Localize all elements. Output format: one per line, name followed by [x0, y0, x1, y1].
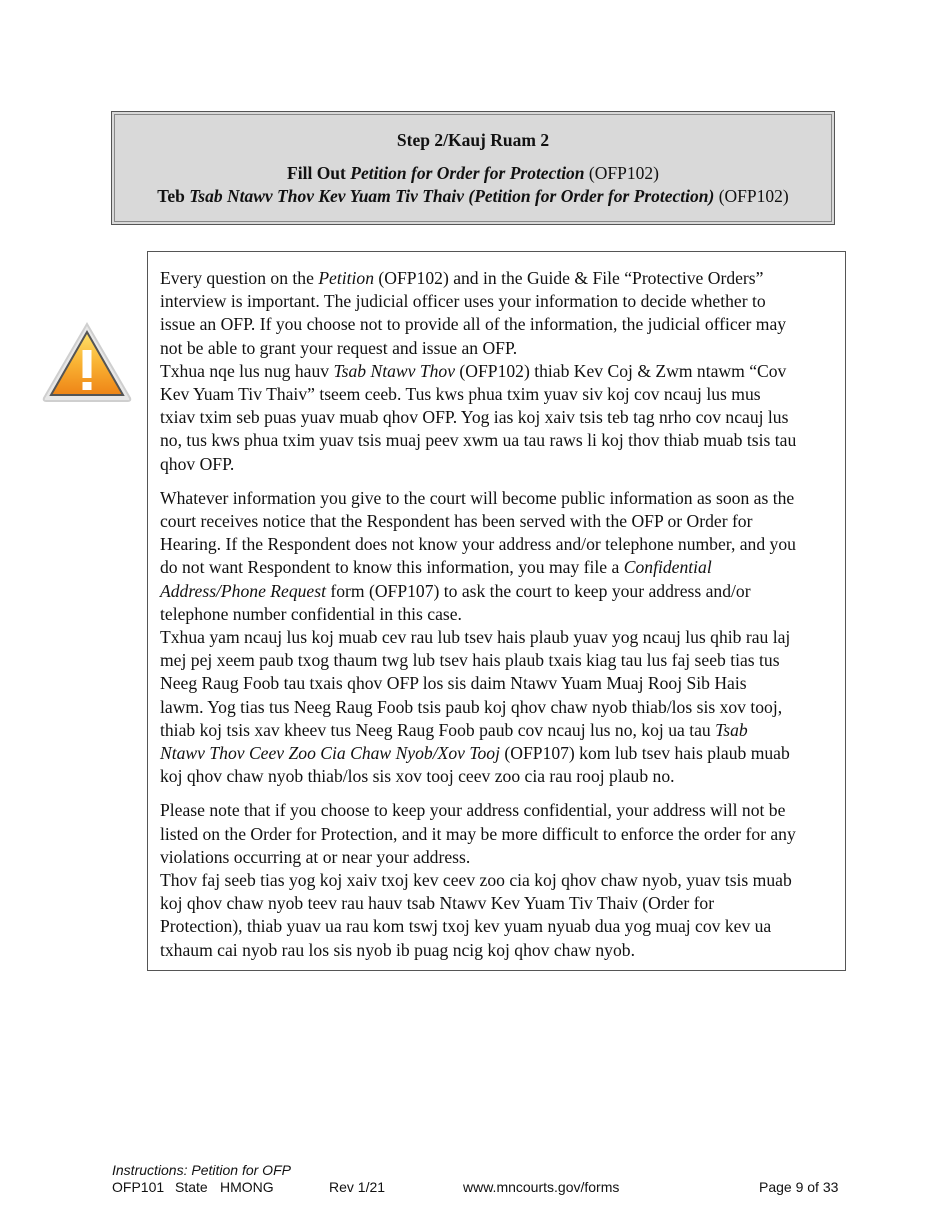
text-line: issue an OFP. If you choose not to provide all of the information, the judicial officer may — [160, 314, 787, 335]
text: Txhua nqe lus nug hauv — [160, 360, 334, 381]
text-line: koj qhov chaw nyob thiab/los sis xov tooj ceev zoo cia rau rooj plaub no. — [160, 766, 675, 787]
hmong-form-name-cont: Ntawv Thov Ceev Zoo Cia Chaw Nyob/Xov Tooj — [160, 743, 500, 764]
text-line: Kev Yuam Tiv Thaiv” tseem ceeb. Tus kws phua txim yuav siv koj cov ncauj lus mus — [160, 384, 761, 405]
text-line: telephone number confidential in this case. — [160, 603, 462, 624]
footer-revision: Rev 1/21 — [329, 1179, 386, 1195]
step-title: Step 2/Kauj Ruam 2 — [396, 130, 550, 150]
text-line: not be able to grant your request and issue an OFP. — [160, 337, 518, 358]
section-public-information — [160, 487, 834, 789]
footer-state: State — [175, 1179, 208, 1195]
instructions-content-box — [147, 251, 846, 971]
text-line: listed on the Order for Protection, and it may be more difficult to enforce the order for any — [160, 823, 796, 844]
fill-out-form-name: Petition for Order for Protection — [350, 163, 585, 183]
teb-prefix: Teb — [157, 186, 190, 206]
text-line: Protection), thiab yuav ua rau kom tswj txoj kev yuam nyuab dua yog muaj cov kev ua — [160, 916, 772, 937]
footer-title: Instructions: Petition for OFP — [112, 1162, 291, 1178]
text-line: interview is important. The judicial officer uses your information to decide whether to — [160, 291, 766, 312]
text: form (OFP107) to ask the court to keep your address and/or — [325, 580, 751, 601]
text-line: qhov OFP. — [160, 453, 235, 474]
text-line: no, tus kws phua txim yuav tsis muaj peev xwm ua tau raws li koj thov thiab muab tsis tau — [160, 430, 797, 451]
text-line: txiav txim seb puas yuav muab qhov OFP. Yog ias koj xaiv tsis teb tag nrho cov ncauj lus — [160, 407, 789, 428]
footer-form-code: OFP101 — [112, 1179, 165, 1195]
text-line: Neeg Raug Foob tau txais qhov OFP los sis daim Ntawv Yuam Muaj Rooj Sib Hais — [160, 673, 747, 694]
paragraph-hmong — [160, 626, 834, 788]
text: (OFP102) thiab Kev Coj & Zwm ntawm “Cov — [455, 360, 787, 381]
section-importance — [160, 267, 834, 476]
teb-heading — [112, 186, 834, 207]
footer-row — [112, 1179, 842, 1197]
paragraph-hmong — [160, 869, 834, 962]
footer-url[interactable]: www.mncourts.gov/forms — [463, 1179, 620, 1195]
text-line: violations occurring at or near your address. — [160, 846, 471, 867]
text: thiab koj tsis xav kheev tus Neeg Raug Foob paub cov ncauj lus no, koj ua tau — [160, 719, 716, 740]
teb-form-name: Tsab Ntawv Thov Kev Yuam Tiv Thaiv (Petition for Order for Protection) — [189, 186, 715, 206]
text-line: Txhua yam ncauj lus koj muab cev rau lub tsev hais plaub yuav yog ncauj lus qhib rau laj — [160, 627, 791, 648]
text-line: Hearing. If the Respondent does not know your address and/or telephone number, and you — [160, 534, 796, 555]
text-line: lawm. Yog tias tus Neeg Raug Foob tsis paub koj qhov chaw nyob thiab/los sis xov tooj, — [160, 696, 783, 717]
footer-language: HMONG — [220, 1179, 274, 1195]
paragraph-english — [160, 267, 834, 360]
text-line: txhaum cai nyob rau los sis nyob ib puag ncig koj qhov chaw nyob. — [160, 939, 635, 960]
text: (OFP107) kom lub tsev hais plaub muab — [500, 743, 790, 764]
text: do not want Respondent to know this information, you may file a — [160, 557, 624, 578]
step-header-box — [111, 111, 835, 225]
hmong-form-name: Tsab — [715, 719, 748, 740]
text-line: Thov faj seeb tias yog koj xaiv txoj kev ceev zoo cia koj qhov chaw nyob, yuav tsis muab — [160, 870, 792, 891]
footer-page-number: Page 9 of 33 — [759, 1179, 839, 1195]
text-line: Whatever information you give to the court will become public information as soon as the — [160, 487, 795, 508]
fill-out-form-code: (OFP102) — [584, 163, 659, 183]
text: (OFP102) and in the Guide & File “Protective Orders” — [374, 268, 764, 288]
section-confidential-address-note — [160, 799, 834, 961]
confidential-form-name: Confidential — [623, 557, 712, 578]
text-line: Please note that if you choose to keep your address confidential, your address will not be — [160, 800, 786, 821]
text-line: mej pej xeem paub txog thaum twg lub tsev hais plaub txais kiag tau lus faj seeb tias tus — [160, 650, 780, 671]
text: Every question on the — [160, 268, 319, 288]
teb-form-code: (OFP102) — [714, 186, 789, 206]
paragraph-english — [160, 799, 834, 869]
paragraph-english — [160, 487, 834, 626]
tsab-ntawv-thov-name: Tsab Ntawv Thov — [333, 360, 456, 381]
text-line: koj qhov chaw nyob teev rau hauv tsab Ntawv Kev Yuam Tiv Thaiv (Order for — [160, 893, 715, 914]
page-footer — [112, 1162, 842, 1197]
text-line: court receives notice that the Respondent has been served with the OFP or Order for — [160, 511, 753, 532]
fill-out-prefix: Fill Out — [287, 163, 351, 183]
petition-form-name: Petition — [318, 268, 375, 288]
paragraph-hmong — [160, 360, 834, 476]
fill-out-heading — [112, 163, 834, 184]
confidential-form-name-cont: Address/Phone Request — [160, 580, 326, 601]
warning-triangle-icon — [40, 320, 134, 404]
